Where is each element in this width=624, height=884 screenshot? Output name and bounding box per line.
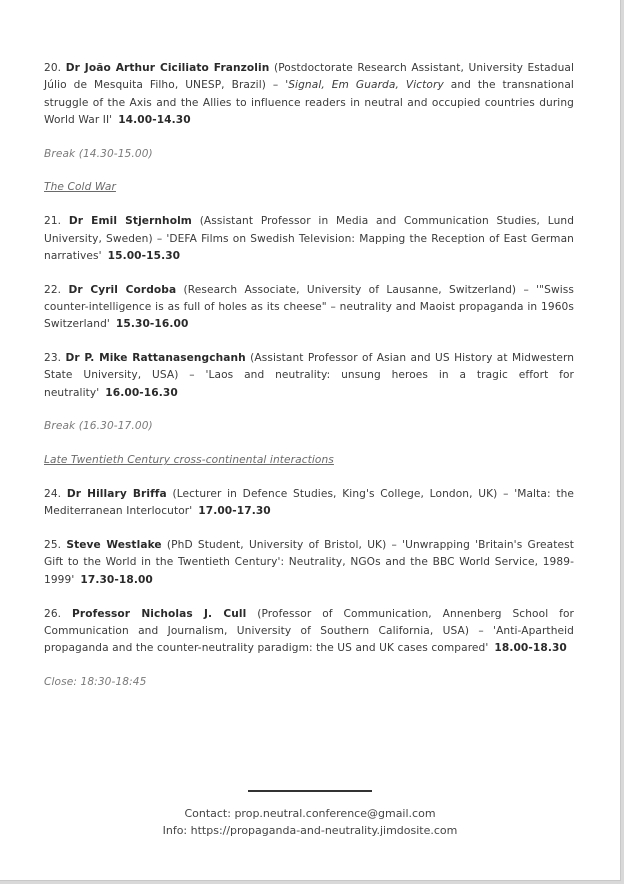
speaker-name: Dr Cyril Cordoba	[68, 283, 177, 296]
entry-number: 26.	[44, 607, 62, 620]
entry-number: 25.	[44, 539, 62, 552]
session-time: 14.00-14.30	[118, 113, 191, 126]
break-note: Break (14.30-15.00)	[44, 147, 153, 160]
speaker-affiliation-and-title: (Postdoctorate Research Assistant, University Estadual Júlio de Mesquita Filho, UNESP, Brazil) – '	[44, 62, 575, 92]
session-time: 17.00-17.30	[198, 505, 271, 518]
contact-line: Contact: prop.neutral.conference@gmail.com	[184, 807, 436, 820]
speaker-affiliation-and-title: (Research Associate, University of Lausanne, Switzerland) – '"Swiss counter-intelligence is as full of holes as its cheese" – neutrality and Maoist propaganda in 1960s Switzerland'	[44, 283, 575, 331]
speaker-affiliation-and-title: (Lecturer in Defence Studies, King's College, London, UK) – 'Malta: the Mediterranean Interlocutor'	[44, 488, 575, 518]
entry-number: 23.	[44, 352, 62, 365]
programme-content	[44, 60, 574, 708]
programme-entry-20	[44, 60, 574, 129]
speaker-name: Dr P. Mike Rattanasengchanh	[65, 352, 246, 365]
speaker-affiliation-and-title: (PhD Student, University of Bristol, UK) – 'Unwrapping 'Britain's Greatest Gift to the World in the Twentieth Century': Neutrality, NGOs and the BBC World Service, 1989-1999'	[44, 539, 574, 586]
break-note: Break (16.30-17.00)	[44, 420, 153, 433]
speaker-name: Dr João Arthur Ciciliato Franzolin	[65, 62, 270, 74]
info-line: Info: https://propaganda-and-neutrality.jimdosite.com	[162, 824, 458, 837]
programme-entry-23	[44, 350, 574, 402]
session-time: 16.00-16.30	[105, 386, 178, 399]
programme-entry-26	[44, 606, 574, 658]
close-note: Close: 18:30-18:45	[44, 675, 147, 688]
programme-entry-25	[44, 537, 574, 589]
programme-entry-22	[44, 282, 574, 334]
session-time: 17.30-18.00	[80, 573, 153, 586]
programme-entry-24	[44, 486, 574, 521]
session-time: 18.00-18.30	[494, 642, 567, 655]
speaker-affiliation-and-title: (Professor of Communication, Annenberg School for Communication and Journalism, University of Southern California, USA) – 'Anti-Apartheid propaganda and the counter-neutrality paradigm: the US and UK cases compared'	[44, 607, 575, 655]
speaker-name: Professor Nicholas J. Cull	[72, 607, 247, 620]
entry-number: 24.	[44, 488, 62, 501]
speaker-name: Dr Hillary Briffa	[66, 488, 167, 501]
speaker-name: Dr Emil Stjernholm	[68, 215, 192, 228]
speaker-name: Steve Westlake	[66, 539, 162, 552]
speaker-affiliation-and-title: (Assistant Professor in Media and Communication Studies, Lund University, Sweden) – 'DEFA Films on Swedish Television: Mapping the Reception of East German narratives'	[44, 215, 575, 262]
entry-number: 22.	[44, 283, 62, 296]
title-continuation: and the transnational struggle of the Axis and the Allies to influence readers in neutral and occupied countries during World War II'	[44, 79, 574, 126]
section-heading: Late Twentieth Century cross-continental interactions	[44, 454, 334, 467]
section-heading: The Cold War	[44, 181, 116, 194]
entry-number: 20.	[44, 62, 62, 74]
programme-entry-21	[44, 213, 574, 265]
entry-number: 21.	[44, 215, 62, 228]
footer-divider	[248, 790, 372, 792]
italic-title-part: Signal, Em Guarda, Victory	[288, 79, 444, 92]
speaker-affiliation-and-title: (Assistant Professor of Asian and US History at Midwestern State University, USA) – 'Laos and neutrality: unsung heroes in a tragic effort for neutrality'	[44, 352, 575, 399]
session-time: 15.00-15.30	[107, 249, 181, 262]
session-time: 15.30-16.00	[115, 318, 189, 331]
